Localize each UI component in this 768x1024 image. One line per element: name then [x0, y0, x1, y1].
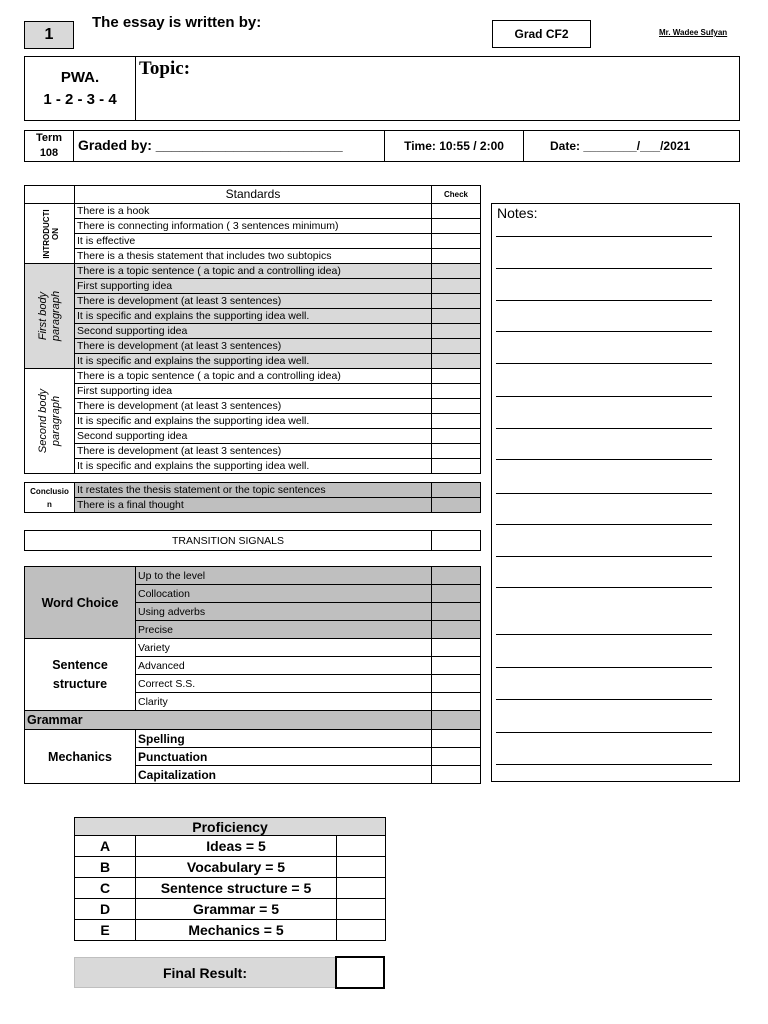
- check-box[interactable]: [432, 354, 481, 369]
- check-box[interactable]: [432, 531, 481, 551]
- check-box[interactable]: [432, 459, 481, 474]
- note-line: [496, 459, 712, 460]
- check-box[interactable]: [432, 264, 481, 279]
- check-box[interactable]: [432, 384, 481, 399]
- pwa-label: PWA.: [60, 69, 100, 86]
- check-box[interactable]: [432, 279, 481, 294]
- check-box[interactable]: [432, 399, 481, 414]
- word-choice-item: Up to the level: [136, 567, 432, 585]
- proficiency-criterion: Vocabulary = 5: [136, 857, 337, 878]
- proficiency-criterion: Grammar = 5: [136, 899, 337, 920]
- check-box[interactable]: [432, 657, 481, 675]
- proficiency-letter: C: [75, 878, 136, 899]
- intro-row: There is a thesis statement that includes two subtopics: [75, 249, 432, 264]
- teacher-name: Mr. Wadee Sufyan: [659, 28, 728, 37]
- check-box[interactable]: [432, 766, 481, 784]
- check-box[interactable]: [432, 444, 481, 459]
- conclusion-row: There is a final thought: [75, 498, 432, 513]
- note-line: [496, 428, 712, 429]
- first-body-row: There is development (at least 3 sentences): [75, 294, 432, 309]
- note-line: [496, 667, 712, 668]
- intro-row: It is effective: [75, 234, 432, 249]
- check-box[interactable]: [432, 369, 481, 384]
- final-result-label: Final Result:: [162, 964, 247, 981]
- note-line: [496, 493, 712, 494]
- proficiency-letter: E: [75, 920, 136, 941]
- second-body-row: Second supporting idea: [75, 429, 432, 444]
- pwa-box: [24, 56, 136, 121]
- second-body-row: First supporting idea: [75, 384, 432, 399]
- check-box[interactable]: [432, 339, 481, 354]
- note-line: [496, 396, 712, 397]
- check-box[interactable]: [432, 249, 481, 264]
- check-box[interactable]: [432, 639, 481, 657]
- second-body-row: There is development (at least 3 sentences): [75, 399, 432, 414]
- grammar-label: Grammar: [25, 711, 432, 730]
- second-body-row: There is a topic sentence ( a topic and a controlling idea): [75, 369, 432, 384]
- check-box[interactable]: [432, 309, 481, 324]
- check-box[interactable]: [432, 711, 481, 730]
- introduction-label: INTRODUCTI ON: [42, 208, 60, 259]
- conclusion-row: It restates the thesis statement or the topic sentences: [75, 483, 432, 498]
- second-body-row: It is specific and explains the supporting idea well.: [75, 459, 432, 474]
- term-label: Term: [35, 132, 63, 144]
- check-box[interactable]: [432, 748, 481, 766]
- first-body-row: There is a topic sentence ( a topic and a controlling idea): [75, 264, 432, 279]
- check-box[interactable]: [432, 414, 481, 429]
- conclusion-table: [24, 482, 481, 513]
- word-choice-item: Using adverbs: [136, 603, 432, 621]
- proficiency-criterion: Mechanics = 5: [136, 920, 337, 941]
- grade-label: Grad CF2: [514, 27, 569, 41]
- note-line: [496, 524, 712, 525]
- written-by-label: The essay is written by:: [92, 14, 262, 31]
- word-choice-label: Word Choice: [25, 567, 136, 639]
- first-body-label-cell: [25, 264, 75, 369]
- check-box[interactable]: [432, 204, 481, 219]
- sentence-structure-item: Clarity: [136, 693, 432, 711]
- note-line: [496, 699, 712, 700]
- term-box: [24, 130, 74, 162]
- intro-row: There is a hook: [75, 204, 432, 219]
- check-box[interactable]: [432, 621, 481, 639]
- check-box[interactable]: [432, 483, 481, 498]
- check-header: Check: [432, 186, 481, 204]
- check-box[interactable]: [432, 567, 481, 585]
- mechanics-label: Mechanics: [25, 730, 136, 784]
- word-choice-item: Precise: [136, 621, 432, 639]
- proficiency-score-box[interactable]: [337, 899, 386, 920]
- first-body-row: Second supporting idea: [75, 324, 432, 339]
- graded-by-field[interactable]: Graded by: ________________________: [78, 137, 343, 153]
- first-body-row: It is specific and explains the supporting idea well.: [75, 354, 432, 369]
- check-box[interactable]: [432, 429, 481, 444]
- notes-label: Notes:: [497, 205, 538, 221]
- check-box[interactable]: [432, 498, 481, 513]
- check-box[interactable]: [432, 730, 481, 748]
- first-body-row: First supporting idea: [75, 279, 432, 294]
- mechanics-item: Spelling: [136, 730, 432, 748]
- note-line: [496, 764, 712, 765]
- final-result-box[interactable]: [335, 956, 385, 989]
- time-value: Time: 10:55 / 2:00: [404, 139, 504, 153]
- note-line: [496, 268, 712, 269]
- standards-table: [24, 185, 481, 474]
- check-box[interactable]: [432, 585, 481, 603]
- note-line: [496, 236, 712, 237]
- proficiency-criterion: Sentence structure = 5: [136, 878, 337, 899]
- note-line: [496, 732, 712, 733]
- date-field[interactable]: Date: ________/___/2021: [550, 139, 691, 153]
- proficiency-letter: D: [75, 899, 136, 920]
- proficiency-score-box[interactable]: [337, 857, 386, 878]
- proficiency-score-box[interactable]: [337, 836, 386, 857]
- term-value: 108: [39, 147, 59, 159]
- transition-label: TRANSITION SIGNALS: [25, 531, 432, 551]
- first-body-row: It is specific and explains the supporting idea well.: [75, 309, 432, 324]
- mechanics-item: Capitalization: [136, 766, 432, 784]
- proficiency-header: Proficiency: [75, 818, 386, 836]
- topic-label: Topic:: [139, 58, 191, 79]
- second-body-row: There is development (at least 3 sentences): [75, 444, 432, 459]
- intro-row: There is connecting information ( 3 sentences minimum): [75, 219, 432, 234]
- note-line: [496, 634, 712, 635]
- proficiency-score-box[interactable]: [337, 878, 386, 899]
- note-line: [496, 556, 712, 557]
- introduction-label-cell: [25, 204, 75, 264]
- note-line: [496, 587, 712, 588]
- grade-box: [492, 20, 591, 48]
- check-box[interactable]: [432, 603, 481, 621]
- sentence-structure-item: Advanced: [136, 657, 432, 675]
- word-choice-item: Collocation: [136, 585, 432, 603]
- proficiency-criterion: Ideas = 5: [136, 836, 337, 857]
- essay-number: 1: [44, 26, 54, 43]
- check-box[interactable]: [432, 219, 481, 234]
- language-table: [24, 566, 481, 784]
- sentence-structure-label: Sentence structure: [25, 639, 136, 711]
- note-line: [496, 300, 712, 301]
- check-box[interactable]: [432, 693, 481, 711]
- standards-header: Standards: [75, 186, 432, 204]
- proficiency-table: [74, 817, 386, 941]
- check-box[interactable]: [432, 324, 481, 339]
- proficiency-letter: B: [75, 857, 136, 878]
- first-body-row: There is development (at least 3 sentences): [75, 339, 432, 354]
- proficiency-score-box[interactable]: [337, 920, 386, 941]
- note-line: [496, 363, 712, 364]
- essay-number-box: [24, 21, 74, 49]
- check-box[interactable]: [432, 294, 481, 309]
- transition-table: [24, 530, 481, 551]
- second-body-label-cell: [25, 369, 75, 474]
- sentence-structure-item: Variety: [136, 639, 432, 657]
- first-body-label: First body paragraph: [37, 290, 62, 342]
- second-body-row: It is specific and explains the supporting idea well.: [75, 414, 432, 429]
- pwa-numbers: 1 - 2 - 3 - 4: [43, 91, 117, 108]
- mechanics-item: Punctuation: [136, 748, 432, 766]
- sentence-structure-item: Correct S.S.: [136, 675, 432, 693]
- note-line: [496, 331, 712, 332]
- conclusion-label: Conclusio n: [25, 483, 75, 513]
- time-box: [384, 130, 524, 162]
- second-body-label: Second body paragraph: [37, 388, 62, 454]
- proficiency-letter: A: [75, 836, 136, 857]
- check-box[interactable]: [432, 234, 481, 249]
- check-box[interactable]: [432, 675, 481, 693]
